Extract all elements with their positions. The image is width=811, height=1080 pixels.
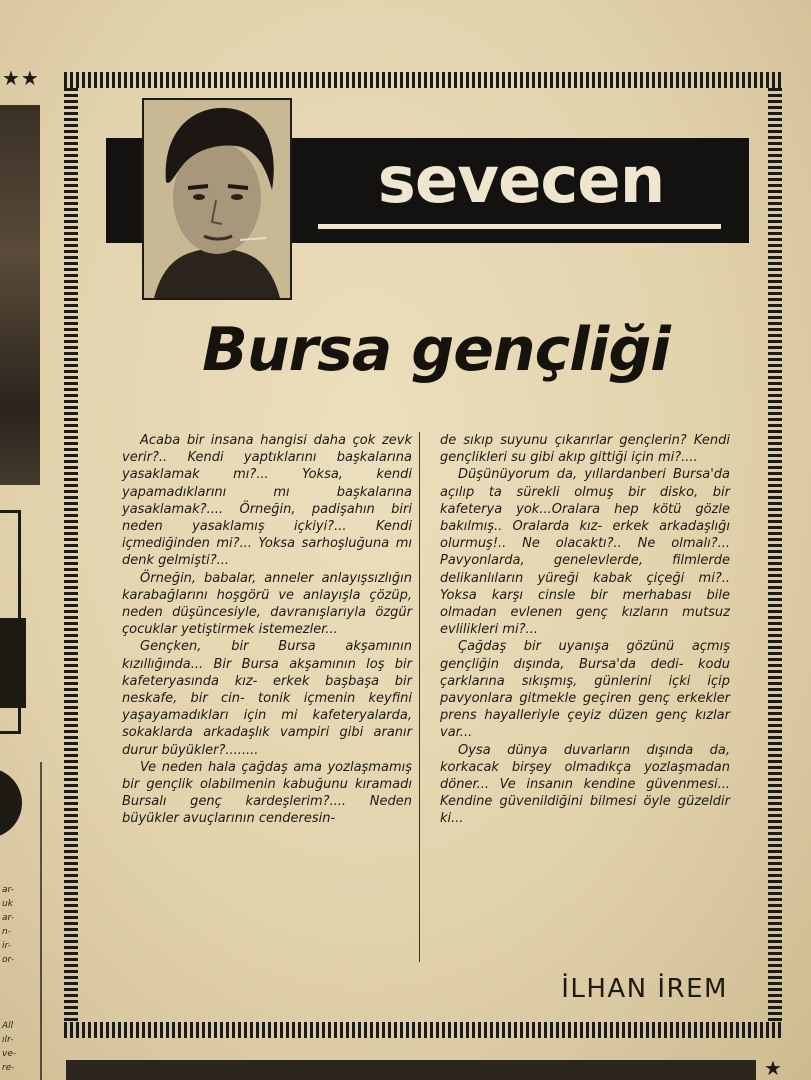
article-paragraph: Acaba bir insana hangisi daha çok zevk verir?.. Kendi yaptıklarını başkalarına yasaklamak mı?... Yoksa, kendi yapamadıklarını mı başkalarına yasaklamak?.... Örneğin, padişahın biri neden yasaklamış içkiyi?... Kendi içmediğinden mi?... Yoksa sarhoşluğuna mı denk gelmişti?... — [122, 433, 412, 569]
side-fragment-text: re- — [2, 1063, 15, 1073]
decorative-border-bottom — [64, 1022, 782, 1038]
banner-underline — [318, 224, 721, 229]
article-paragraph: Örneğin, babalar, anneler anlayışsızlığın karabağlarını hoşgörü ve anlayışla çözüp, neden düşüncesiyle, davranışlarıyla özgür çocuklar yetiştirmek istemezler... — [122, 570, 412, 638]
article-headline: Bursa gençliği — [202, 315, 670, 385]
article-paragraph: Çağdaş bir uyanışa gözünü açmış gençliğin dışında, Bursa'da dedi- kodu çarklarına sıkışmış, günlerini içki içip pavyonlara gitmekle geçiren genç erkekler prens hayalleriyle çeyiz düzen genç kızlar var... — [440, 639, 730, 741]
star-ornament-icon: ★★ — [2, 66, 40, 90]
article-paragraph: Ve neden hala çağdaş ama yozlaşmamış bir gençlik olabilmenin kabuğunu kıramadı Bursalı genç kardeşlerim?.... Neden büyükler avuçlarının cenderesin- — [122, 759, 412, 827]
side-fragment-text: ılr- — [2, 1035, 14, 1045]
decorative-border-right — [768, 88, 782, 1022]
decorative-border-top — [64, 72, 782, 88]
side-fragment-text: ir- — [2, 941, 11, 951]
article-frame — [64, 72, 782, 1038]
article-paragraph: de sıkıp suyunu çıkarırlar gençlerin? Kendi gençlikleri su gibi akıp gittiği için mi?.... — [440, 433, 730, 466]
side-fragment-text: ar- — [2, 885, 14, 895]
portrait-illustration — [144, 100, 290, 298]
article-column-left — [122, 432, 412, 828]
article-column-right — [440, 432, 730, 828]
side-fragment-text: n- — [2, 927, 11, 937]
article-paragraph: Oysa dünya duvarların dışında da, korkacak birşey olmadıkça yozlaşmadan döner... Ve insanın kendine güvenmesi... Kendine güvenildiğini bilmesi öyle güzeldir ki... — [440, 742, 730, 827]
side-fragment-text: uk — [2, 899, 13, 909]
column-title: sevecen — [377, 144, 665, 218]
star-ornament-icon: ★ — [764, 1056, 782, 1080]
decorative-border-left — [64, 88, 78, 1022]
side-fragment-text: ar- — [2, 913, 14, 923]
article-paragraph: Düşünüyorum da, yıllardanberi Bursa'da açılıp ta sürekli olmuş bir disko, bir kafeterya yok...Oralara hep kötü gözle bakılmış.. Oralarda kız- erkek arkadaşlığı olurmuş!.. Ne olacaktı?.. Ne olmalı?... Pavyonlarda, genelevlerde, filmlerde delikanlıların yüreği kabak çiçeği mi?.. Yoksa karşı cinsle bir merhabası bile olmadan evlenen genç kızların mutsuz evlilikleri mi?... — [440, 467, 730, 638]
author-signature: İLHAN İREM — [561, 974, 728, 1004]
side-fragment-text: All — [2, 1021, 14, 1031]
column-divider — [419, 432, 420, 962]
side-fragment-text: ve- — [2, 1049, 17, 1059]
next-article-fragment — [66, 1060, 756, 1080]
adjacent-photo-fragment — [0, 105, 40, 485]
adjacent-column-rule — [40, 762, 42, 1080]
adjacent-dark-block — [0, 618, 26, 708]
author-portrait — [142, 98, 292, 300]
article-paragraph: Gençken, bir Bursa akşamının kızıllığında... Bir Bursa akşamının loş bir kafeteryasında kız- erkek başbaşa bir neskafe, bir cin- tonik içmenin keyfini yaşayamadıkları için mi kafeteryalarda, sokaklarda arkadaşlık vampiri gibi aranır durur büyükler?........ — [122, 639, 412, 758]
side-fragment-text: or- — [2, 955, 14, 965]
